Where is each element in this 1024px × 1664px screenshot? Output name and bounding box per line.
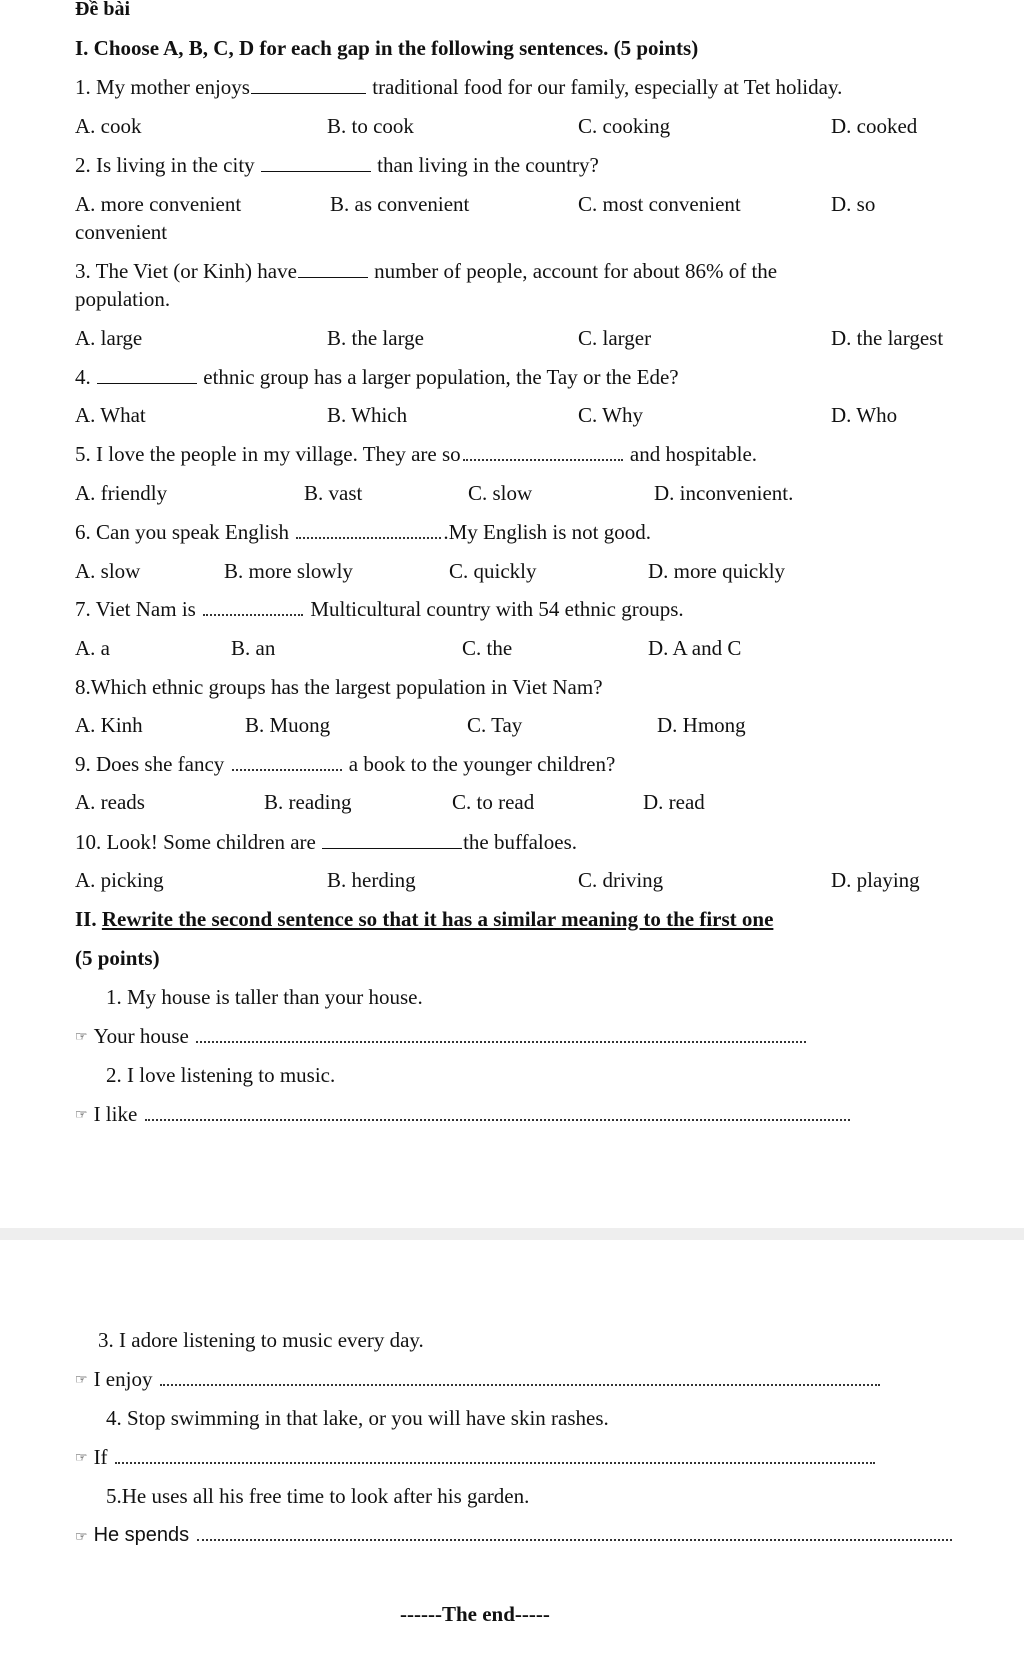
option-d: D. so bbox=[831, 192, 876, 216]
pointing-hand-icon: ☞ bbox=[75, 1108, 88, 1124]
option-b: B. herding bbox=[327, 868, 416, 892]
option-c: C. to read bbox=[452, 790, 535, 814]
option-b: B. vast bbox=[304, 481, 363, 505]
answer-line bbox=[196, 1025, 806, 1043]
option-c: C. quickly bbox=[449, 559, 537, 583]
rewrite-answer-2: ☞ I like bbox=[75, 1101, 852, 1129]
rewrite-sentence-5: 5.He uses all his free time to look after his garden. bbox=[106, 1484, 530, 1508]
question-7: 7. Viet Nam is Multicultural country with 54 ethnic groups. bbox=[75, 597, 684, 621]
option-c: C. the bbox=[462, 636, 513, 660]
rewrite-sentence-3: 3. I adore listening to music every day. bbox=[98, 1328, 424, 1352]
rewrite-sentence-1: 1. My house is taller than your house. bbox=[106, 985, 423, 1009]
answer-line bbox=[160, 1368, 880, 1386]
option-b: B. as convenient bbox=[330, 192, 470, 216]
option-d: D. inconvenient. bbox=[654, 481, 794, 505]
option-b: B. reading bbox=[264, 790, 352, 814]
question-8: 8.Which ethnic groups has the largest population in Viet Nam? bbox=[75, 675, 603, 699]
option-c: C. cooking bbox=[578, 114, 671, 138]
option-c: C. Why bbox=[578, 403, 643, 427]
answer-gap bbox=[232, 753, 342, 771]
answer-gap bbox=[97, 367, 197, 384]
question-1: 1. My mother enjoys traditional food for our family, especially at Tet holiday. bbox=[75, 75, 843, 99]
answer-line bbox=[145, 1103, 850, 1121]
option-d: D. cooked bbox=[831, 114, 918, 138]
question-5: 5. I love the people in my village. They are so and hospitable. bbox=[75, 442, 758, 466]
answer-gap bbox=[261, 155, 371, 172]
option-b: B. Muong bbox=[245, 713, 331, 737]
option-d: D. more quickly bbox=[648, 559, 786, 583]
answer-gap bbox=[298, 261, 368, 278]
option-c: C. driving bbox=[578, 868, 664, 892]
rewrite-answer-1: ☞ Your house bbox=[75, 1023, 808, 1051]
section1-heading: I. Choose A, B, C, D for each gap in the following sentences. (5 points) bbox=[75, 36, 699, 60]
rewrite-sentence-4: 4. Stop swimming in that lake, or you will have skin rashes. bbox=[106, 1406, 609, 1430]
question-2: 2. Is living in the city than living in the country? bbox=[75, 153, 599, 177]
question-3-wrap: population. bbox=[75, 287, 171, 311]
pointing-hand-icon: ☞ bbox=[75, 1030, 88, 1046]
section2-points: (5 points) bbox=[75, 946, 160, 970]
option-a: A. slow bbox=[75, 559, 141, 583]
option-a: A. reads bbox=[75, 790, 145, 814]
option-d: D. Who bbox=[831, 403, 898, 427]
option-c: C. Tay bbox=[467, 713, 523, 737]
option-d-wrap: convenient bbox=[75, 220, 168, 244]
option-a: A. friendly bbox=[75, 481, 168, 505]
option-d: D. read bbox=[643, 790, 705, 814]
question-10: 10. Look! Some children are the buffaloes. bbox=[75, 830, 578, 854]
page-title: Đề bài bbox=[75, 0, 130, 20]
option-b: B. Which bbox=[327, 403, 408, 427]
option-c: C. slow bbox=[468, 481, 533, 505]
option-a: A. more convenient bbox=[75, 192, 242, 216]
section2-heading: II. Rewrite the second sentence so that it has a similar meaning to the first one bbox=[75, 907, 774, 931]
answer-gap bbox=[296, 521, 441, 539]
rewrite-answer-3: ☞ I enjoy bbox=[75, 1366, 882, 1394]
option-d: D. Hmong bbox=[657, 713, 746, 737]
pointing-hand-icon: ☞ bbox=[75, 1451, 88, 1467]
rewrite-answer-4: ☞ If bbox=[75, 1444, 877, 1472]
option-a: A. large bbox=[75, 326, 143, 350]
option-d: D. playing bbox=[831, 868, 920, 892]
question-3: 3. The Viet (or Kinh) have number of people, account for about 86% of the bbox=[75, 259, 778, 283]
option-a: A. picking bbox=[75, 868, 164, 892]
answer-line bbox=[197, 1523, 952, 1541]
pointing-hand-icon: ☞ bbox=[75, 1527, 88, 1544]
answer-line bbox=[115, 1446, 875, 1464]
rewrite-sentence-2: 2. I love listening to music. bbox=[106, 1063, 336, 1087]
option-a: A. a bbox=[75, 636, 110, 660]
option-b: B. more slowly bbox=[224, 559, 353, 583]
option-d: D. the largest bbox=[831, 326, 944, 350]
footer-the-end: ------The end----- bbox=[400, 1602, 550, 1626]
answer-gap bbox=[463, 443, 623, 461]
question-6: 6. Can you speak English .My English is not good. bbox=[75, 520, 651, 544]
answer-gap bbox=[203, 598, 303, 616]
page-divider bbox=[0, 1228, 1024, 1240]
option-b: B. to cook bbox=[327, 114, 414, 138]
option-c: C. most convenient bbox=[578, 192, 741, 216]
option-c: C. larger bbox=[578, 326, 652, 350]
option-a: A. cook bbox=[75, 114, 142, 138]
pointing-hand-icon: ☞ bbox=[75, 1373, 88, 1389]
option-b: B. the large bbox=[327, 326, 425, 350]
answer-gap bbox=[251, 77, 366, 94]
rewrite-answer-5: ☞ He spends bbox=[75, 1522, 954, 1549]
option-d: D. A and C bbox=[648, 636, 742, 660]
option-a: A. Kinh bbox=[75, 713, 143, 737]
option-a: A. What bbox=[75, 403, 146, 427]
question-4: 4. ethnic group has a larger population, the Tay or the Ede? bbox=[75, 365, 679, 389]
question-9: 9. Does she fancy a book to the younger children? bbox=[75, 752, 616, 776]
option-b: B. an bbox=[231, 636, 276, 660]
answer-gap bbox=[322, 832, 462, 849]
